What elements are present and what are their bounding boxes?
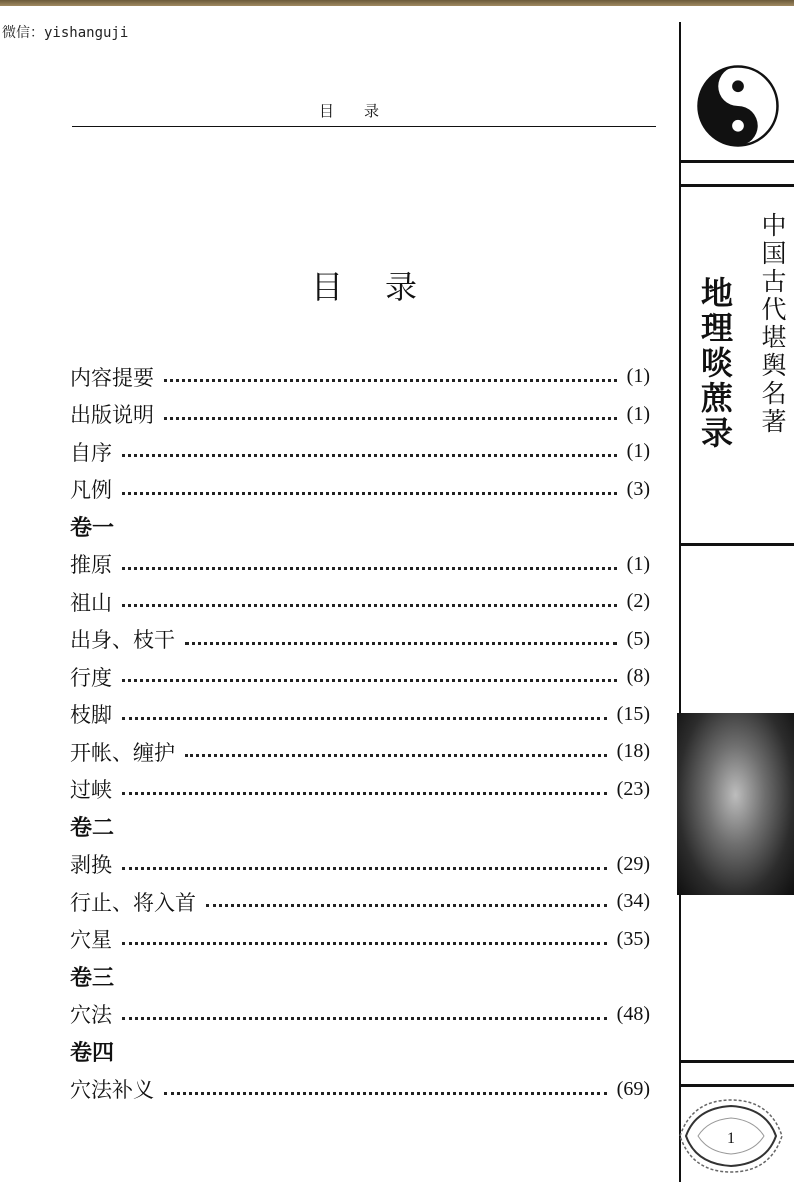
toc-volume-heading xyxy=(70,1033,650,1071)
toc-leader-dots xyxy=(122,604,617,607)
header-rule xyxy=(72,126,656,127)
toc-volume-heading xyxy=(70,958,650,996)
toc-entry xyxy=(70,733,650,771)
toc-entry xyxy=(70,358,650,396)
toc-entry-title: 出身、枝干 xyxy=(70,628,175,653)
toc-entry-title: 出版说明 xyxy=(70,403,154,428)
page-number: 1 xyxy=(727,1130,735,1147)
toc-leader-dots xyxy=(122,567,617,570)
toc-entry-title: 穴法 xyxy=(70,1003,112,1028)
toc-page-number: (2) xyxy=(626,590,650,613)
toc-page-number: (48) xyxy=(616,1002,650,1025)
toc-entry-title: 凡例 xyxy=(70,478,112,503)
toc-entry xyxy=(70,471,650,509)
toc-entry-title: 行止、将入首 xyxy=(70,890,196,915)
toc-page-number: (69) xyxy=(616,1077,650,1100)
toc-entry xyxy=(70,546,650,584)
toc-page-number: (15) xyxy=(616,702,650,725)
toc-page-number: (23) xyxy=(616,777,650,800)
toc-entry-title: 卷一 xyxy=(70,515,115,542)
toc-page-number: (29) xyxy=(616,852,650,875)
side-rule xyxy=(679,184,794,187)
toc-leader-dots xyxy=(122,792,607,795)
toc-entry-title: 卷二 xyxy=(70,815,115,842)
toc-entry xyxy=(70,396,650,434)
toc-page-number: (1) xyxy=(626,552,650,575)
toc-leader-dots xyxy=(185,754,607,757)
toc-entry-title: 穴法补义 xyxy=(70,1078,154,1103)
toc-page-number: (1) xyxy=(626,365,650,388)
toc-entry-title: 枝脚 xyxy=(70,703,112,728)
toc-entry xyxy=(70,1071,650,1109)
toc-leader-dots xyxy=(122,717,607,720)
side-rule xyxy=(679,1060,794,1063)
toc-entry xyxy=(70,996,650,1034)
toc-leader-dots xyxy=(122,1017,607,1020)
side-rule xyxy=(679,1084,794,1087)
toc-entry-title: 自序 xyxy=(70,440,112,465)
toc-leader-dots xyxy=(122,867,607,870)
toc-entry xyxy=(70,921,650,959)
toc-entry xyxy=(70,846,650,884)
side-divider xyxy=(679,22,681,1182)
toc-entry-title: 卷三 xyxy=(70,965,115,992)
toc-entry-title: 推原 xyxy=(70,553,112,578)
page-number-emblem xyxy=(678,1098,784,1174)
running-head: 目录 xyxy=(318,102,409,120)
toc-entry xyxy=(70,771,650,809)
toc-leader-dots xyxy=(122,942,607,945)
toc-page-number: (8) xyxy=(626,665,650,688)
toc-entry xyxy=(70,433,650,471)
toc-leader-dots xyxy=(164,379,617,382)
toc-leader-dots xyxy=(122,679,617,682)
toc-leader-dots xyxy=(164,1092,607,1095)
toc-page-number: (3) xyxy=(626,477,650,500)
page-title: 目录 xyxy=(310,268,459,306)
toc-entry xyxy=(70,621,650,659)
toc-volume-heading xyxy=(70,808,650,846)
side-rule xyxy=(679,160,794,163)
toc-leader-dots xyxy=(164,417,617,420)
toc-leader-dots xyxy=(122,454,617,457)
toc-entry-title: 剥换 xyxy=(70,853,112,878)
toc-entry xyxy=(70,883,650,921)
toc-entry-title: 过峡 xyxy=(70,778,112,803)
toc-entry xyxy=(70,696,650,734)
toc-entry-title: 祖山 xyxy=(70,590,112,615)
table-of-contents xyxy=(70,358,650,1108)
book-title: 地理啖蔗录 xyxy=(696,276,734,451)
toc-entry-title: 穴星 xyxy=(70,928,112,953)
top-border xyxy=(0,0,794,6)
toc-entry-title: 内容提要 xyxy=(70,365,154,390)
toc-entry xyxy=(70,583,650,621)
series-title: 中国古代堪舆名著 xyxy=(758,212,787,436)
toc-page-number: (1) xyxy=(626,402,650,425)
toc-leader-dots xyxy=(206,904,607,907)
side-rule xyxy=(679,543,794,546)
cover-photo xyxy=(677,713,794,895)
toc-entry-title: 开帐、缠护 xyxy=(70,740,175,765)
toc-leader-dots xyxy=(122,492,617,495)
toc-page-number: (18) xyxy=(616,740,650,763)
toc-entry-title: 行度 xyxy=(70,665,112,690)
toc-page-number: (35) xyxy=(616,927,650,950)
toc-leader-dots xyxy=(185,642,617,645)
toc-entry xyxy=(70,658,650,696)
toc-page-number: (5) xyxy=(626,627,650,650)
toc-page-number: (1) xyxy=(626,440,650,463)
taiji-icon xyxy=(696,64,780,148)
toc-page-number: (34) xyxy=(616,890,650,913)
watermark: 微信：yishanguji xyxy=(2,25,129,41)
toc-volume-heading xyxy=(70,508,650,546)
toc-entry-title: 卷四 xyxy=(70,1040,115,1067)
